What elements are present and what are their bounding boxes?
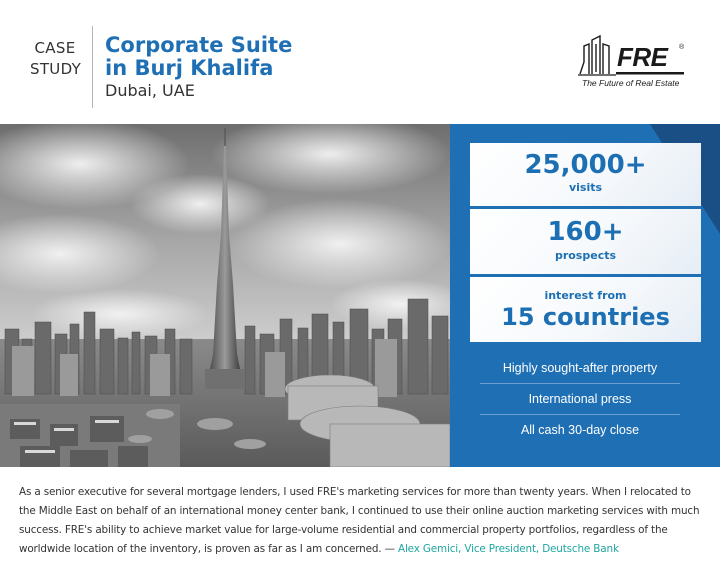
stat-visits-label: visits: [568, 181, 603, 194]
stat-countries: [470, 277, 701, 342]
stat-prospects-value: 160+: [547, 217, 624, 247]
highlight-item: International press: [480, 384, 680, 415]
quote-text: As a senior executive for several mortgage lenders, I used FRE's marketing services for more than twenty years. When I relocated to the Middle East on behalf of an international money center bank, I continued to use their online auction marketing services with much success. FRE's ability to achieve market value for large-volume residential and commercial property portfolios, regardless of the worldwide location of the inventory, is proven as far as I am concerned. —: [19, 486, 700, 555]
skyline-image: [0, 124, 450, 467]
testimonial-quote: [19, 483, 709, 559]
highlight-item: Highly sought-after property: [480, 353, 680, 384]
stats-panel: [450, 124, 720, 467]
header-divider: [92, 26, 93, 108]
page-title: [105, 34, 292, 80]
stat-prospects: [470, 209, 701, 274]
logo-brand: FRE: [617, 42, 668, 72]
highlight-item: All cash 30-day close: [520, 423, 640, 437]
title-line2: in Burj Khalifa: [105, 56, 274, 80]
title-line1: Corporate Suite: [105, 33, 293, 57]
logo-registered-mark: ®: [679, 44, 685, 51]
logo-tagline: The Future of Real Estate: [582, 78, 680, 88]
quote-attribution: Alex Gemici, Vice President, Deutsche Bank: [397, 543, 619, 555]
case-study-label: [30, 38, 80, 80]
case-study-label-line2: STUDY: [30, 60, 82, 78]
logo-underline: [616, 72, 684, 76]
burj-khalifa-photo: [0, 124, 450, 467]
header: [0, 0, 720, 124]
case-study-label-line1: CASE: [34, 39, 76, 57]
location: Dubai, UAE: [105, 81, 195, 100]
stat-countries-label: interest from: [544, 289, 627, 302]
stat-visits-value: 25,000+: [524, 150, 647, 180]
stat-prospects-label: prospects: [554, 249, 617, 262]
highlights-list: [480, 353, 680, 446]
stat-visits: [470, 143, 701, 206]
fre-logo: [578, 32, 688, 92]
stat-countries-value: 15 countries: [501, 303, 670, 331]
